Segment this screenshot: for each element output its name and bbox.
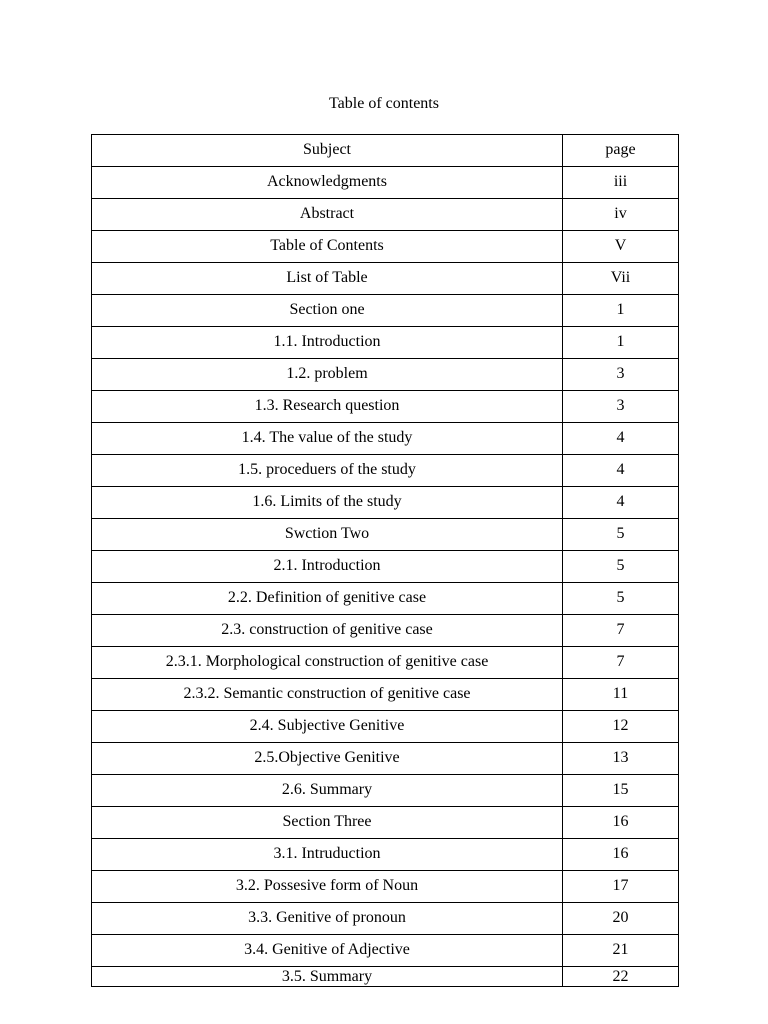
row-subject: List of Table xyxy=(92,263,563,295)
row-page: 3 xyxy=(563,391,679,423)
table-row xyxy=(92,519,679,551)
table-row xyxy=(92,167,679,199)
table-row xyxy=(92,615,679,647)
row-subject: 3.1. Intruduction xyxy=(92,839,563,871)
table-row xyxy=(92,967,679,987)
row-page: 21 xyxy=(563,935,679,967)
toc-body xyxy=(92,167,679,987)
page-title: Table of contents xyxy=(329,95,439,112)
table-row xyxy=(92,807,679,839)
row-page: 20 xyxy=(563,903,679,935)
header-subject: Subject xyxy=(92,135,563,167)
row-subject: 1.1. Introduction xyxy=(92,327,563,359)
row-page: 16 xyxy=(563,839,679,871)
row-subject: 1.6. Limits of the study xyxy=(92,487,563,519)
table-row xyxy=(92,743,679,775)
table-row xyxy=(92,679,679,711)
row-page: 11 xyxy=(563,679,679,711)
table-row xyxy=(92,359,679,391)
table-row xyxy=(92,295,679,327)
table-row xyxy=(92,711,679,743)
row-subject: Table of Contents xyxy=(92,231,563,263)
table-row xyxy=(92,775,679,807)
row-page: 4 xyxy=(563,487,679,519)
row-page: iii xyxy=(563,167,679,199)
row-page: 3 xyxy=(563,359,679,391)
row-page: 16 xyxy=(563,807,679,839)
row-page: 1 xyxy=(563,327,679,359)
row-subject: 2.2. Definition of genitive case xyxy=(92,583,563,615)
row-subject: Acknowledgments xyxy=(92,167,563,199)
header-page: page xyxy=(563,135,679,167)
table-row xyxy=(92,199,679,231)
table-header-row xyxy=(92,135,679,167)
row-page: Vii xyxy=(563,263,679,295)
toc-table xyxy=(91,134,679,987)
table-row xyxy=(92,551,679,583)
row-subject: 1.3. Research question xyxy=(92,391,563,423)
row-subject: 2.3.2. Semantic construction of genitive case xyxy=(92,679,563,711)
row-page: 7 xyxy=(563,615,679,647)
row-subject: 1.5. proceduers of the study xyxy=(92,455,563,487)
table-row xyxy=(92,935,679,967)
table-row xyxy=(92,263,679,295)
table-row xyxy=(92,487,679,519)
row-subject: 3.3. Genitive of pronoun xyxy=(92,903,563,935)
row-subject: Abstract xyxy=(92,199,563,231)
row-subject: 3.4. Genitive of Adjective xyxy=(92,935,563,967)
table-row xyxy=(92,231,679,263)
row-subject: 2.3.1. Morphological construction of genitive case xyxy=(92,647,563,679)
row-page: 7 xyxy=(563,647,679,679)
row-page: 17 xyxy=(563,871,679,903)
row-page: 5 xyxy=(563,551,679,583)
row-page: 22 xyxy=(563,967,679,987)
row-subject: 2.4. Subjective Genitive xyxy=(92,711,563,743)
row-page: 13 xyxy=(563,743,679,775)
row-page: 4 xyxy=(563,455,679,487)
table-row xyxy=(92,903,679,935)
table-row xyxy=(92,391,679,423)
row-page: 5 xyxy=(563,583,679,615)
row-page: 5 xyxy=(563,519,679,551)
table-row xyxy=(92,583,679,615)
table-row xyxy=(92,423,679,455)
row-page: 4 xyxy=(563,423,679,455)
row-subject: 3.5. Summary xyxy=(92,967,563,987)
row-page: V xyxy=(563,231,679,263)
row-subject: 2.3. construction of genitive case xyxy=(92,615,563,647)
table-row xyxy=(92,647,679,679)
table-row xyxy=(92,327,679,359)
row-subject: 1.2. problem xyxy=(92,359,563,391)
row-subject: Swction Two xyxy=(92,519,563,551)
row-subject: 1.4. The value of the study xyxy=(92,423,563,455)
row-page: iv xyxy=(563,199,679,231)
row-subject: 2.6. Summary xyxy=(92,775,563,807)
row-subject: 3.2. Possesive form of Noun xyxy=(92,871,563,903)
row-subject: Section one xyxy=(92,295,563,327)
row-subject: Section Three xyxy=(92,807,563,839)
row-page: 12 xyxy=(563,711,679,743)
table-row xyxy=(92,839,679,871)
table-row xyxy=(92,455,679,487)
row-subject: 2.1. Introduction xyxy=(92,551,563,583)
row-page: 1 xyxy=(563,295,679,327)
row-subject: 2.5.Objective Genitive xyxy=(92,743,563,775)
table-row xyxy=(92,871,679,903)
row-page: 15 xyxy=(563,775,679,807)
